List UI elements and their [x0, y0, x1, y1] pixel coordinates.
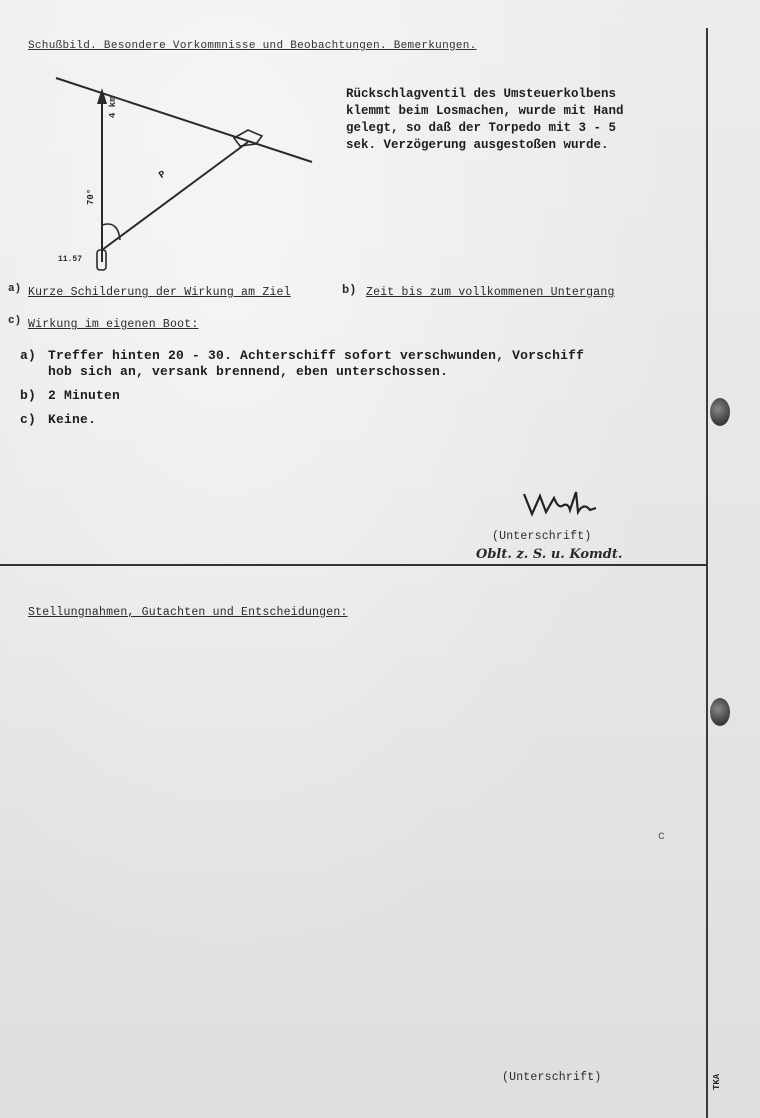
answer-a-marker: a) [20, 348, 37, 363]
answer-b-line: 2 Minuten [48, 388, 121, 403]
sketch-label-time: 11.57 [58, 255, 83, 264]
punch-hole [710, 698, 730, 726]
signature-caption: (Unterschrift) [492, 530, 592, 543]
sketch-label-distance: 4 km [108, 96, 118, 118]
header-title: Schußbild. Besondere Vorkommnisse und Beobachtungen. Bemerkungen. [28, 40, 477, 52]
answer-c-marker: c) [20, 412, 37, 427]
answer-a-line: Treffer hinten 20 - 30. Achterschiff sofort verschwunden, Vorschiff [48, 348, 585, 363]
answer-c-line: Keine. [48, 412, 97, 427]
lower-signature-caption: (Unterschrift) [502, 1071, 602, 1084]
signature-drawing [518, 488, 602, 520]
remark-line: Rückschlagventil des Umsteuerkolbens [346, 87, 617, 101]
section-divider [0, 564, 706, 566]
torpedo-track-line [102, 142, 248, 250]
section-a-label: Kurze Schilderung der Wirkung am Ziel [28, 286, 291, 299]
remark-line: gelegt, so daß der Torpedo mit 3 - 5 [346, 121, 617, 135]
punch-hole [710, 398, 730, 426]
margin-line [706, 28, 708, 1118]
sketch-label-p: P [157, 169, 169, 182]
remark-block [346, 86, 624, 154]
section-b-marker: b) [342, 283, 357, 297]
answer-b-marker: b) [20, 388, 37, 403]
lower-title: Stellungnahmen, Gutachten und Entscheidungen: [28, 606, 348, 619]
stray-mark: c [658, 830, 666, 843]
remark-line: sek. Verzögerung ausgestoßen wurde. [346, 138, 609, 152]
sketch-label-angle: 70° [86, 188, 96, 205]
section-c-label: Wirkung im eigenen Boot: [28, 318, 199, 331]
section-c-marker: c) [8, 315, 22, 327]
signature-rank: Oblt. z. S. u. Komdt. [476, 547, 623, 562]
remark-line: klemmt beim Losmachen, wurde mit Hand [346, 104, 624, 118]
section-a-marker: a) [8, 283, 22, 295]
section-b-label: Zeit bis zum vollkommenen Untergang [366, 286, 615, 299]
answer-a-line: hob sich an, versank brennend, eben unterschossen. [48, 364, 449, 379]
shot-sketch [50, 70, 320, 280]
target-course-line [56, 78, 312, 162]
margin-text: TKA [712, 1073, 722, 1090]
signature [518, 488, 602, 525]
bearing-arrow [97, 88, 107, 104]
